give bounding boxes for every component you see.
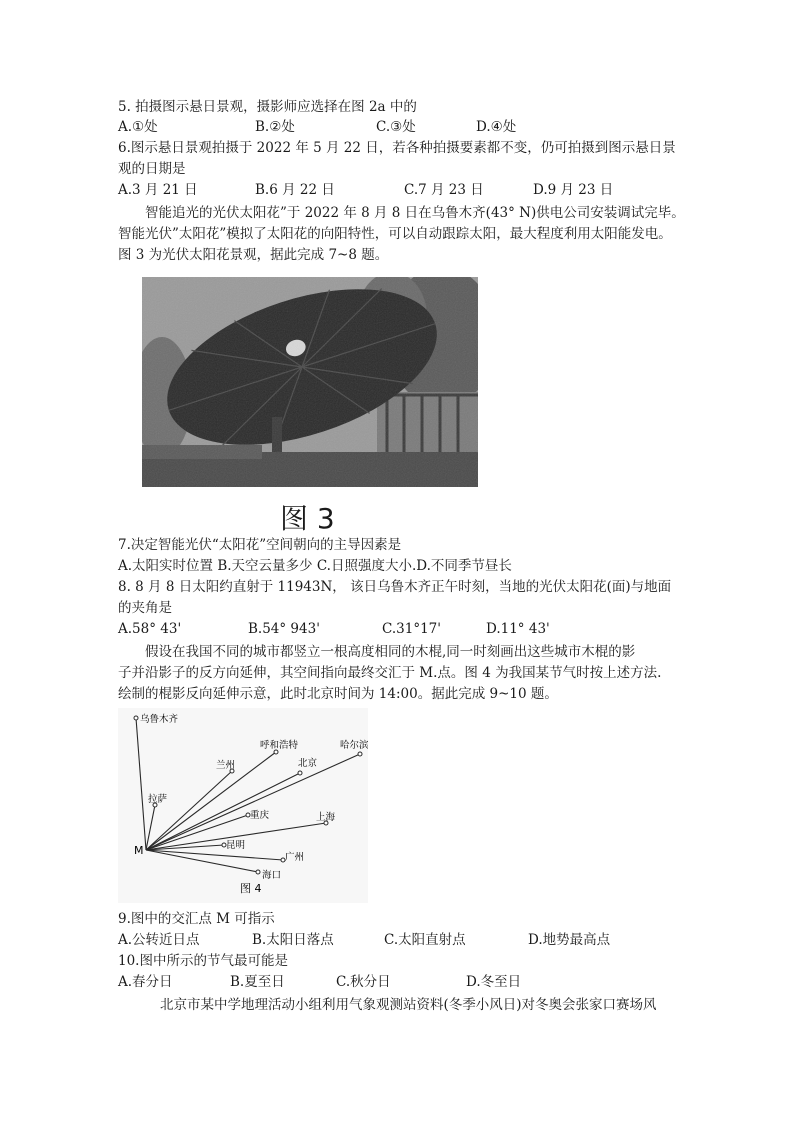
q9-option-c: C.太阳直射点 (384, 932, 466, 948)
q5-option-b: B.②处 (255, 119, 295, 135)
q5-option-c: C.③处 (376, 119, 416, 135)
q8-option-a: A.58° 43' (118, 621, 182, 637)
passage1-line2: 智能光伏”太阳花”模拟了太阳花的向阳特性，可以自动跟踪太阳，最大程度利用太阳能发电。 (118, 226, 672, 242)
city-label-hohhot: 呼和浩特 (260, 740, 299, 751)
city-label-lanzhou: 兰州 (216, 760, 236, 771)
solar-flower-photo (142, 277, 478, 487)
q8-option-b: B.54° 943' (248, 621, 320, 637)
q8-stem-line1: 8. 8 月 8 日太阳约直射于 11943N， 该日乌鲁木齐正午时刻，当地的光伏太阳花(面)与地面 (118, 579, 672, 595)
passage3-line1: 北京市某中学地理活动小组利用气象观测站资料(冬季小风日)对冬奥会张家口赛场风 (160, 997, 657, 1013)
q6-stem-line2: 观的日期是 (118, 161, 186, 177)
q9-option-b: B.太阳日落点 (252, 932, 334, 948)
city-label-harbin: 哈尔滨 (340, 740, 368, 751)
q8-option-c: C.31°17' (382, 621, 441, 637)
q7-options: A.太阳实时位置 B.天空云量多少 C.日照强度大小.D.不同季节昼长 (118, 558, 512, 574)
city-label-guangzhou: 广州 (285, 852, 305, 863)
q9-stem: 9.图中的交汇点 M 可指示 (118, 911, 275, 927)
passage2-line1: 假设在我国不同的城市都竖立一根高度相同的木棍,同一时刻画出这些城市木棍的影 (145, 644, 636, 660)
solar-flower-illustration (142, 277, 478, 487)
q6-option-a: A.3 月 21 日 (118, 182, 198, 198)
q6-option-d: D.9 月 23 日 (533, 182, 614, 198)
passage2-line3: 绘制的棍影反向延伸示意，此时北京时间为 14:00。据此完成 9~10 题。 (118, 686, 558, 702)
figure4-caption: 图 4 (240, 882, 262, 895)
q10-option-c: C.秋分日 (336, 974, 391, 990)
city-label-haikou: 海口 (262, 870, 282, 881)
q10-option-d: D.冬至日 (466, 974, 522, 990)
city-label-beijing: 北京 (298, 758, 318, 769)
q10-option-a: A.春分日 (118, 974, 173, 990)
city-label-shanghai: 上海 (316, 812, 336, 823)
figure3-caption: 图 3 (280, 502, 335, 535)
q10-stem: 10.图中所示的节气最可能是 (118, 953, 288, 969)
shadow-lines-svg (118, 708, 368, 903)
q6-stem-line1: 6.图示悬日景观拍摄于 2022 年 5 月 22 日，若各种拍摄要素都不变，仍可拍摄到图示悬日景 (118, 140, 676, 156)
passage2-line2: 子并沿影子的反方向延伸，其空间指向最终交汇于 M.点。图 4 为我国某节气时按上述方法. (118, 665, 662, 681)
city-label-kunming: 昆明 (226, 840, 246, 851)
q6-option-b: B.6 月 22 日 (255, 182, 335, 198)
city-label-chongqing: 重庆 (250, 810, 270, 821)
city-label-lhasa: 拉萨 (148, 794, 168, 805)
q7-stem: 7.决定智能光伏“太阳花”空间朝向的主导因素是 (118, 537, 402, 553)
q5-option-a: A.①处 (118, 119, 158, 135)
q8-option-d: D.11° 43' (486, 621, 550, 637)
passage1-line1: 智能追光的光伏太阳花”于 2022 年 8 月 8 日在乌鲁木齐(43° N)供电公司安装调试完毕。 (145, 205, 685, 221)
figure4-shadow-diagram (118, 708, 368, 903)
q6-option-c: C.7 月 23 日 (404, 182, 484, 198)
q9-option-a: A.公转近日点 (118, 932, 200, 948)
q10-option-b: B.夏至日 (230, 974, 285, 990)
city-label-urumqi: 乌鲁木齐 (140, 714, 179, 725)
passage1-line3: 图 3 为光伏太阳花景观，据此完成 7~8 题。 (118, 247, 389, 263)
point-m-label: M (134, 844, 144, 857)
q9-option-d: D.地势最高点 (528, 932, 611, 948)
q5-option-d: D.④处 (476, 119, 517, 135)
q8-stem-line2: 的夹角是 (118, 600, 172, 616)
q5-stem: 5. 拍摄图示悬日景观，摄影师应选择在图 2a 中的 (118, 99, 417, 115)
